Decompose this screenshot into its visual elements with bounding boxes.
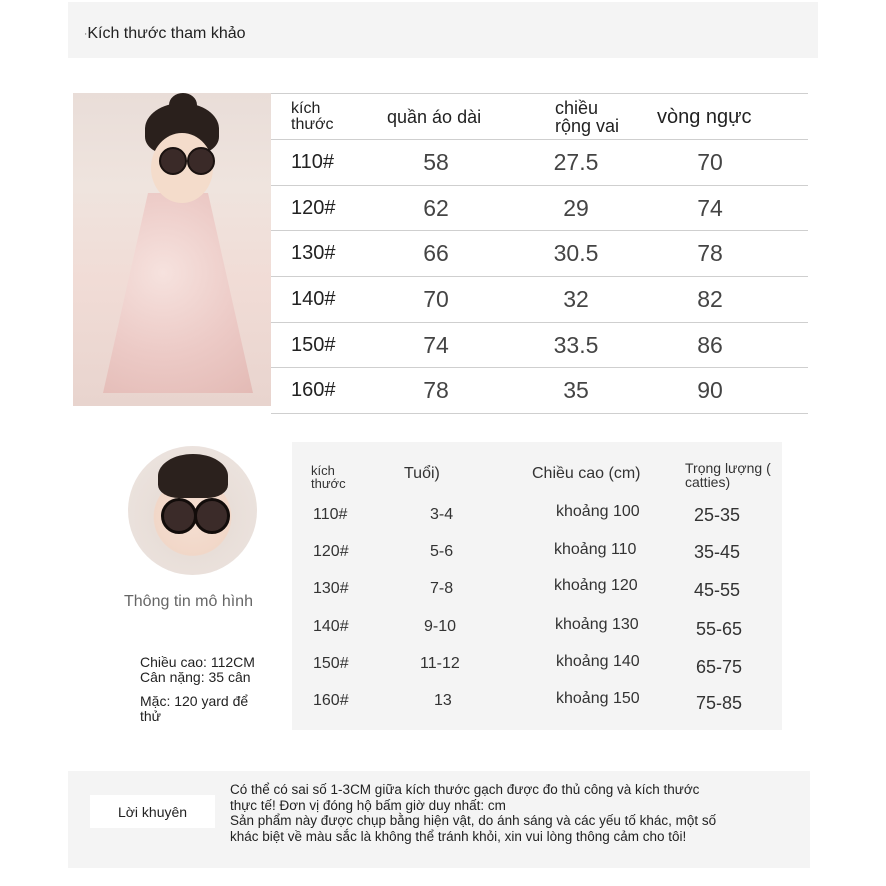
chest-cell: 90 (697, 377, 723, 404)
length-cell: 78 (423, 377, 449, 404)
size-cell: 110# (291, 150, 335, 173)
advice-label-box (90, 795, 215, 828)
age-header-height: Chiều cao (cm) (532, 465, 641, 482)
table-row (271, 277, 808, 323)
header-size-line1: kích (291, 99, 321, 117)
age-height-cell: khoảng 150 (556, 690, 640, 707)
size-cell: 130# (291, 242, 336, 265)
age-height-cell: khoảng 130 (555, 616, 639, 633)
age-header-age: Tuổi) (404, 465, 440, 482)
sunglasses-left (159, 147, 187, 175)
size-cell: 140# (291, 287, 336, 310)
product-photo (73, 93, 271, 406)
sunglasses-right (187, 147, 215, 175)
table-row (271, 186, 808, 232)
age-weight-cell: 25-35 (694, 505, 741, 525)
size-table-header (271, 93, 808, 140)
chest-cell: 78 (697, 240, 723, 267)
shoulder-cell: 33.5 (553, 331, 599, 358)
age-height-cell: khoảng 100 (556, 503, 640, 520)
header-size (291, 94, 334, 139)
age-weight-cell: 55-65 (696, 619, 743, 639)
advice-line1: Có thể có sai số 1-3CM giữa kích thước gạch được đo thủ công và kích thước (230, 782, 700, 797)
model-avatar (128, 446, 257, 575)
length-cell: 62 (423, 194, 449, 221)
size-table (271, 93, 808, 414)
dress-shape (103, 193, 253, 393)
age-age-cell: 3-4 (430, 506, 454, 523)
chest-cell: 74 (697, 194, 723, 221)
table-row (271, 140, 808, 186)
age-size-cell: 110# (313, 506, 348, 523)
age-weight-cell: 75-85 (696, 693, 743, 713)
chest-cell: 82 (697, 285, 723, 312)
header-size-line2: thước (291, 115, 334, 133)
advice-text (230, 782, 716, 844)
shoulder-cell: 35 (563, 377, 589, 404)
age-size-cell: 150# (313, 655, 349, 672)
chest-cell: 70 (697, 148, 723, 175)
header-shoulder (555, 94, 619, 139)
model-weight: Cân nặng: 35 cân (140, 669, 251, 685)
size-cell: 160# (291, 379, 336, 402)
length-cell: 70 (423, 285, 449, 312)
advice-line3: Sản phẩm này được chụp bằng hiện vật, do ánh sáng và các yếu tố khác, một số (230, 813, 717, 828)
age-header-weight-line2: catties) (685, 474, 731, 490)
age-weight-cell: 65-75 (696, 657, 743, 677)
table-row (271, 323, 808, 369)
header-shoulder-line2: rộng vai (555, 115, 620, 136)
size-cell: 150# (291, 333, 336, 356)
model-wear-line2: thử (140, 708, 162, 724)
age-weight-cell: 45-55 (694, 580, 741, 600)
age-age-cell: 5-6 (430, 543, 454, 560)
header-chest: vòng ngực (657, 105, 752, 128)
length-cell: 58 (423, 148, 449, 175)
age-age-cell: 7-8 (430, 580, 454, 597)
age-size-cell: 140# (313, 618, 349, 635)
age-age-cell: 13 (434, 692, 452, 709)
shoulder-cell: 29 (563, 194, 589, 221)
age-height-cell: khoảng 110 (554, 541, 637, 558)
shoulder-cell: 32 (563, 285, 589, 312)
chest-cell: 86 (697, 331, 723, 358)
avatar-hair (158, 454, 228, 498)
advice-line4: khác biệt về màu sắc là không thể tránh khỏi, xin vui lòng thông cảm cho tôi! (230, 828, 687, 844)
length-cell: 66 (423, 240, 449, 267)
age-header-size (311, 464, 346, 490)
age-table (292, 442, 782, 730)
model-height: Chiều cao: 112CM (140, 654, 255, 670)
model-info-title: Thông tin mô hình (124, 593, 253, 610)
age-age-cell: 11-12 (420, 655, 460, 672)
advice-line2: thực tế! Đơn vị đóng hộ bấm giờ duy nhất: cm (230, 797, 506, 813)
model-wear-line1: Mặc: 120 yard để (140, 693, 249, 709)
page-title-text: Kích thước tham khảo (87, 25, 246, 42)
title-dot: · (84, 28, 88, 40)
age-age-cell: 9-10 (424, 618, 457, 635)
size-cell: 120# (291, 196, 336, 219)
table-row (271, 231, 808, 277)
page-title (84, 25, 246, 43)
age-header-size-line1: kích (311, 463, 335, 478)
age-size-cell: 160# (313, 692, 349, 709)
age-header-weight (685, 461, 771, 489)
avatar-glasses-right (194, 498, 230, 534)
avatar-glasses-left (161, 498, 197, 534)
shoulder-cell: 30.5 (553, 240, 599, 267)
age-height-cell: khoảng 140 (556, 653, 640, 670)
advice-label: Lời khuyên (117, 803, 188, 820)
header-shoulder-line1: chiều (555, 97, 599, 118)
age-size-cell: 120# (313, 543, 349, 560)
age-height-cell: khoảng 120 (554, 577, 638, 594)
age-weight-cell: 35-45 (694, 542, 741, 562)
header-length: quần áo dài (387, 106, 482, 127)
shoulder-cell: 27.5 (553, 148, 599, 175)
length-cell: 74 (423, 331, 449, 358)
age-size-cell: 130# (313, 580, 349, 597)
age-header-size-line2: thước (311, 476, 346, 491)
age-header-weight-line1: Trọng lượng ( (685, 460, 771, 476)
table-row (271, 368, 808, 414)
